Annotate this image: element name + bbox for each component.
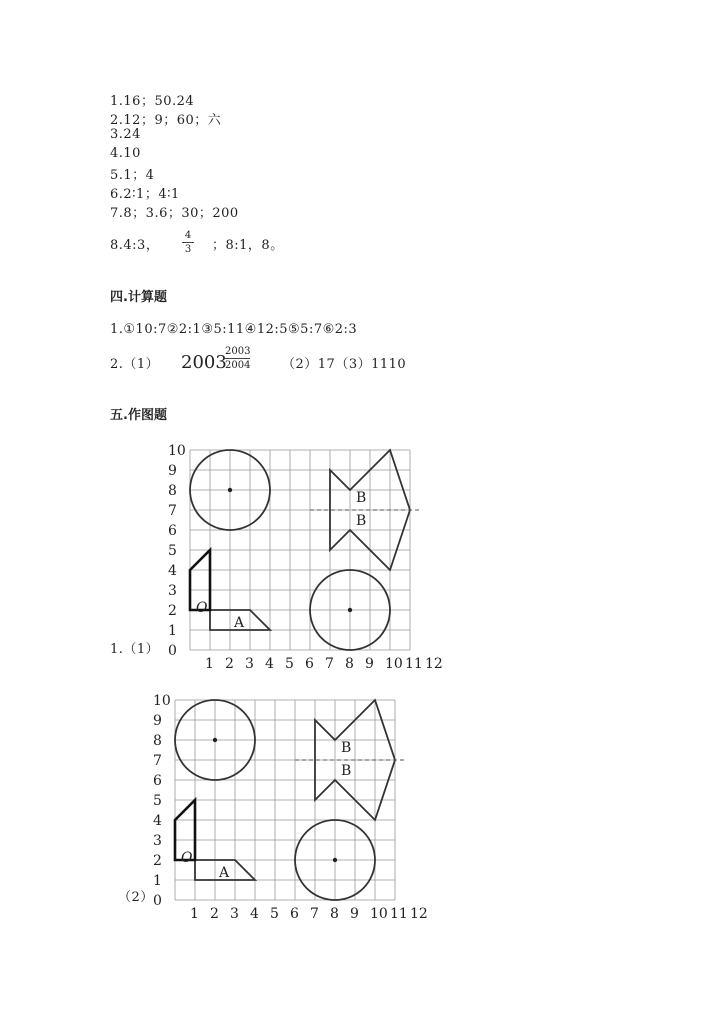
mixed-number bbox=[181, 346, 251, 373]
label-a: A bbox=[234, 615, 245, 631]
grid-figure-1 bbox=[150, 440, 450, 675]
y-tick-label: 7 bbox=[168, 503, 177, 519]
x-tick-label: 2 bbox=[210, 906, 219, 922]
y-tick-label: 10 bbox=[153, 693, 171, 709]
y-tick-label: 8 bbox=[153, 733, 162, 749]
q8-prefix: 8.4:3， bbox=[110, 238, 160, 253]
answer-line-2: 2.12；9；60；六 bbox=[110, 113, 222, 128]
x-tick-label: 3 bbox=[245, 656, 254, 672]
y-tick-label: 1 bbox=[153, 873, 162, 889]
label-b-top: B bbox=[356, 490, 367, 506]
y-tick-label: 4 bbox=[168, 563, 177, 579]
x-tick-label: 12 bbox=[410, 906, 428, 922]
label-b-bottom: B bbox=[356, 513, 367, 529]
x-tick-label: 7 bbox=[325, 656, 334, 672]
x-tick-label: 1 bbox=[190, 906, 199, 922]
section4-line-2-suffix: （2）17（3）1110 bbox=[282, 357, 407, 372]
x-tick-label: 12 bbox=[425, 656, 443, 672]
answer-line-5: 5.1；4 bbox=[110, 168, 155, 183]
q8-suffix: ；8:1，8。 bbox=[212, 238, 284, 253]
x-tick-label: 11 bbox=[405, 656, 423, 672]
mixed-fraction bbox=[225, 345, 250, 372]
y-tick-label: 10 bbox=[168, 443, 186, 459]
y-tick-label: 6 bbox=[153, 773, 162, 789]
x-tick-label: 5 bbox=[285, 656, 294, 672]
x-tick-label: 9 bbox=[365, 656, 374, 672]
x-tick-label: 7 bbox=[310, 906, 319, 922]
y-tick-label: 2 bbox=[168, 603, 177, 619]
x-tick-label: 4 bbox=[250, 906, 259, 922]
section5-heading: 五.作图题 bbox=[110, 408, 167, 423]
x-tick-label: 8 bbox=[345, 656, 354, 672]
circle-center-dot bbox=[228, 488, 232, 492]
y-tick-label: 9 bbox=[168, 463, 177, 479]
x-tick-label: 9 bbox=[350, 906, 359, 922]
q8-fraction bbox=[182, 229, 194, 256]
section4-line-1: 1.①10:7②2:1③5:11④12:5⑤5:7⑥2:3 bbox=[110, 322, 358, 337]
circle-center-dot bbox=[213, 738, 217, 742]
y-tick-label: 0 bbox=[153, 893, 162, 909]
y-tick-label: 3 bbox=[168, 583, 177, 599]
y-tick-label: 5 bbox=[168, 543, 177, 559]
x-tick-label: 6 bbox=[290, 906, 299, 922]
y-tick-label: 7 bbox=[153, 753, 162, 769]
y-tick-label: 5 bbox=[153, 793, 162, 809]
y-tick-label: 9 bbox=[153, 713, 162, 729]
answer-line-8 bbox=[110, 234, 159, 253]
label-b-top: B bbox=[341, 740, 352, 756]
y-tick-label: 1 bbox=[168, 623, 177, 639]
x-tick-label: 10 bbox=[370, 906, 388, 922]
x-tick-label: 3 bbox=[230, 906, 239, 922]
label-b-bottom: B bbox=[341, 763, 352, 779]
answer-line-6: 6.2∶1；4∶1 bbox=[110, 187, 180, 202]
answer-line-1: 1.16；50.24 bbox=[110, 94, 195, 109]
answer-line-3: 3.24 bbox=[110, 127, 141, 142]
x-tick-label: 2 bbox=[225, 656, 234, 672]
label-a: A bbox=[219, 865, 230, 881]
y-tick-label: 3 bbox=[153, 833, 162, 849]
section4-line-2-prefix: 2.（1） bbox=[110, 357, 160, 372]
q8-frac-den: 3 bbox=[182, 242, 194, 256]
circle-center-dot bbox=[348, 608, 352, 612]
x-tick-label: 1 bbox=[205, 656, 214, 672]
x-tick-label: 10 bbox=[385, 656, 403, 672]
answer-line-7: 7.8；3.6；30；200 bbox=[110, 206, 239, 221]
x-tick-label: 8 bbox=[330, 906, 339, 922]
answer-line-4: 4.10 bbox=[110, 146, 141, 161]
y-tick-label: 0 bbox=[168, 643, 177, 659]
q8-frac-num: 4 bbox=[184, 230, 192, 241]
y-tick-label: 2 bbox=[153, 853, 162, 869]
x-tick-label: 4 bbox=[265, 656, 274, 672]
label-o: O bbox=[196, 600, 208, 616]
circle-center-dot bbox=[333, 858, 337, 862]
y-tick-label: 8 bbox=[168, 483, 177, 499]
x-tick-label: 5 bbox=[270, 906, 279, 922]
grid-figure-2 bbox=[135, 690, 435, 925]
x-tick-label: 11 bbox=[390, 906, 408, 922]
figure1-label: 1.（1） bbox=[110, 642, 160, 657]
y-tick-label: 4 bbox=[153, 813, 162, 829]
x-tick-label: 6 bbox=[305, 656, 314, 672]
mixed-frac-den: 2004 bbox=[225, 360, 251, 371]
y-tick-label: 6 bbox=[168, 523, 177, 539]
mixed-frac-num: 2003 bbox=[225, 346, 251, 357]
label-o: O bbox=[181, 850, 193, 866]
section4-heading: 四.计算题 bbox=[110, 290, 167, 305]
figure2-label: （2） bbox=[118, 890, 154, 905]
mixed-whole: 2003 bbox=[181, 352, 227, 373]
